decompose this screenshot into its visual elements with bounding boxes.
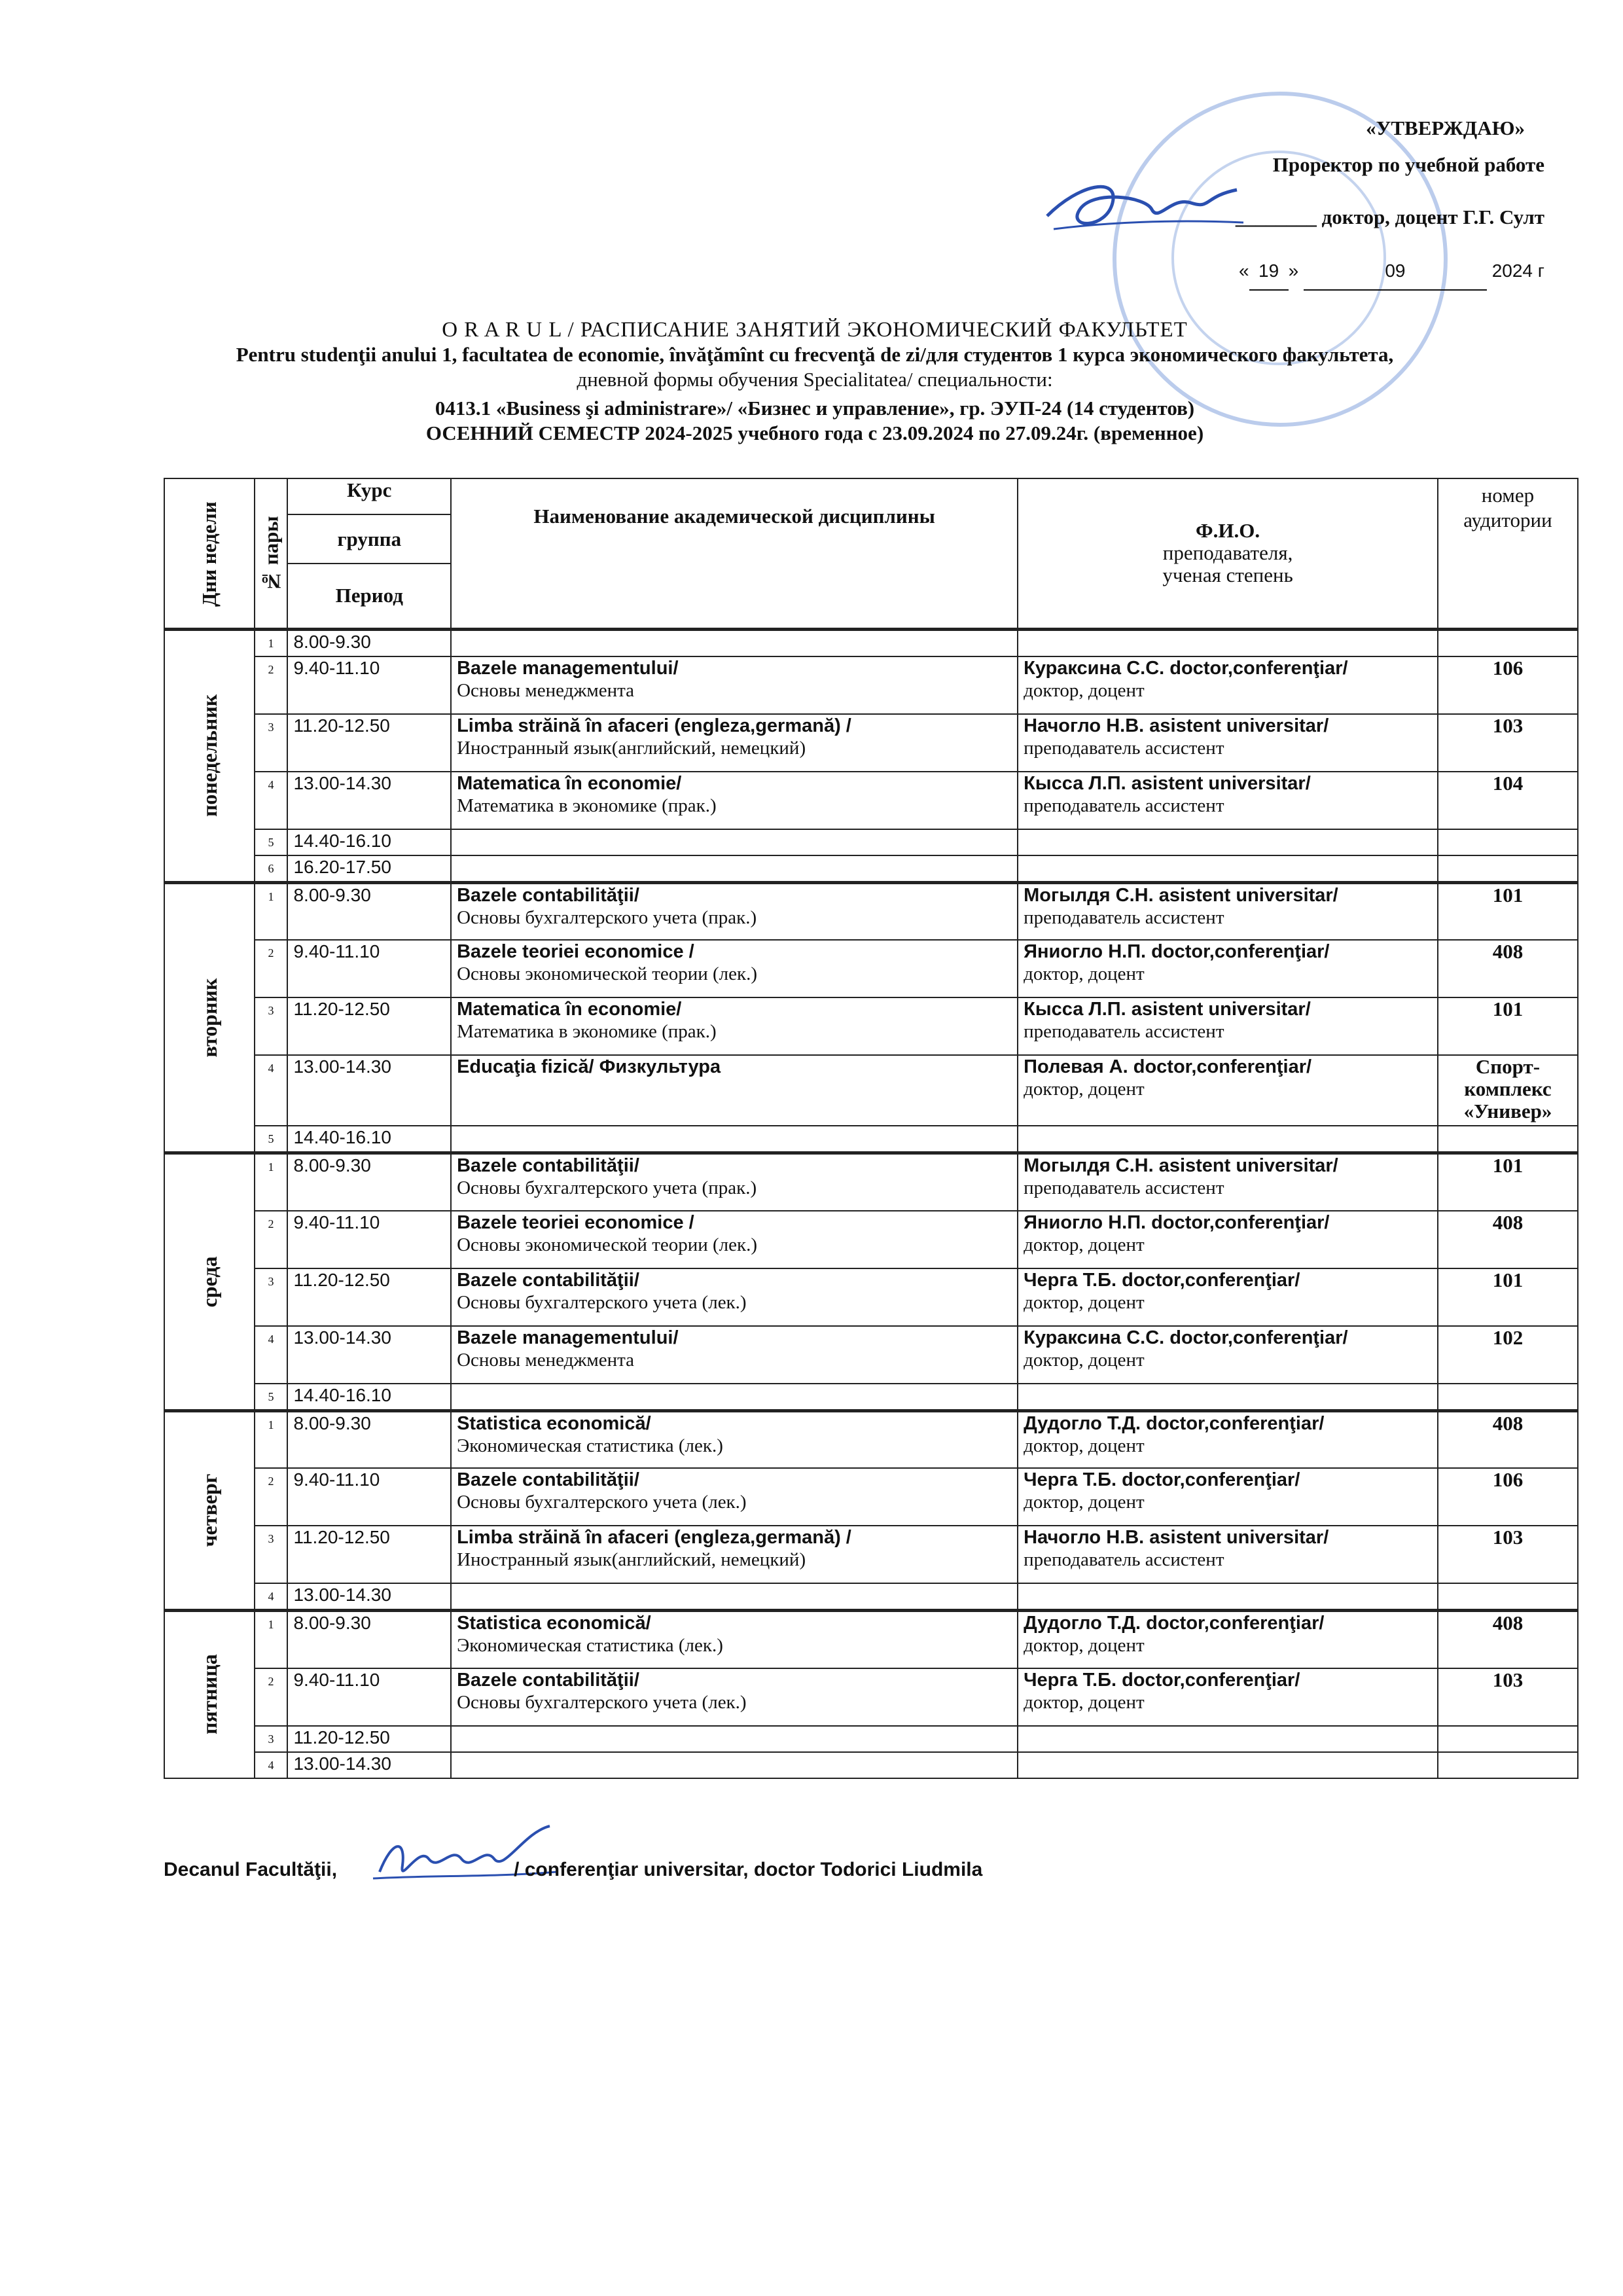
pair-number: 1 [255,882,288,940]
discipline-ru: Основы бухгалтерского учета (лек.) [457,1291,747,1313]
discipline-cell [451,882,1018,940]
discipline-cell [451,1410,1018,1468]
pair-number: 4 [255,1326,288,1384]
col-head-pair: № пары [255,478,288,629]
footer [164,1859,982,1881]
col-head-course: Курс [287,478,451,514]
teacher-cell [1018,1326,1438,1384]
room-number: 408 [1438,1211,1578,1268]
discipline-ro: Statistica economică/ [457,1613,651,1634]
pair-number: 5 [255,1126,288,1153]
discipline-ru: Экономическая статистика (лек.) [457,1435,723,1456]
pair-time: 8.00-9.30 [287,1611,451,1668]
teacher-cell [1018,940,1438,997]
teacher-name: Кысса Л.П. asistent universitar/ [1024,772,1311,794]
pair-time: 13.00-14.30 [287,1326,451,1384]
pair-time: 9.40-11.10 [287,1211,451,1268]
discipline-ru: Математика в экономике (прак.) [457,795,717,816]
pair-number: 2 [255,656,288,714]
discipline-ro: Statistica economică/ [457,1412,651,1434]
discipline-ro: Matematica în economie/ [457,772,682,794]
table-row [164,1668,1578,1726]
teacher-cell [1018,1211,1438,1268]
header-specialty: 0413.1 «Business şi administrare»/ «Бизнес и управление», гр. ЭУП-24 (14 студентов) [435,397,1195,420]
teacher-cell [1018,1384,1438,1411]
discipline-cell [451,1326,1018,1384]
day-name: четверг [164,1410,255,1611]
discipline-ru: Основы бухгалтерского учета (прак.) [457,906,757,928]
room-number: 103 [1438,1668,1578,1726]
room-number: 106 [1438,656,1578,714]
approval-title: «УТВЕРЖДАЮ» [1366,117,1525,139]
col-head-teacher-3: ученая степень [1162,564,1293,587]
discipline-cell [451,772,1018,829]
teacher-cell [1018,829,1438,855]
room-number: 103 [1438,714,1578,772]
header-line-3: дневной формы обучения Specialitatea/ специальности: [577,368,1053,391]
pair-number: 4 [255,772,288,829]
teacher-degree: преподаватель ассистент [1024,737,1224,759]
discipline-cell [451,1611,1018,1668]
discipline-cell [451,1268,1018,1326]
header-semester: ОСЕННИЙ СЕМЕСТР 2024-2025 учебного года с 23.09.2024 по 27.09.24г. (временное) [425,422,1204,444]
pair-number: 2 [255,1468,288,1526]
teacher-degree: доктор, доцент [1024,1079,1145,1100]
room-number [1438,1726,1578,1752]
pair-number: 3 [255,714,288,772]
col-head-room: номер аудитории [1438,478,1578,629]
discipline-cell [451,1211,1018,1268]
table-row [164,1326,1578,1384]
pair-number: 5 [255,1384,288,1411]
room-number: 101 [1438,882,1578,940]
table-row [164,1611,1578,1668]
table-row [164,1468,1578,1526]
room-number: 101 [1438,1268,1578,1326]
document-header [151,317,1479,446]
pair-number: 4 [255,1055,288,1126]
discipline-cell [451,1153,1018,1211]
pair-number: 2 [255,940,288,997]
teacher-cell [1018,1126,1438,1153]
teacher-cell [1018,656,1438,714]
teacher-cell [1018,882,1438,940]
table-row [164,1526,1578,1583]
teacher-cell [1018,1726,1438,1752]
teacher-degree: доктор, доцент [1024,1492,1145,1513]
teacher-degree: доктор, доцент [1024,1435,1145,1456]
discipline-ro: Bazele teoriei economice / [457,1211,694,1233]
pair-time: 11.20-12.50 [287,997,451,1055]
teacher-cell [1018,1752,1438,1778]
room-number: Спорт-комплекс «Универ» [1438,1055,1578,1126]
table-row [164,1726,1578,1752]
teacher-name: Дудогло Т.Д. doctor,conferenţiar/ [1024,1613,1325,1634]
teacher-degree: доктор, доцент [1024,1291,1145,1313]
teacher-name: Черга Т.Б. doctor,conferenţiar/ [1024,1269,1300,1291]
table-row [164,829,1578,855]
discipline-ro: Educaţia fizică/ Физкультура [457,1056,721,1077]
pair-time: 8.00-9.30 [287,1410,451,1468]
discipline-cell [451,1752,1018,1778]
table-row [164,656,1578,714]
teacher-degree: преподаватель ассистент [1024,1021,1224,1042]
col-head-period: Период [287,564,451,629]
discipline-ro: Bazele contabilităţii/ [457,1155,639,1176]
day-name: пятница [164,1611,255,1778]
discipline-ru: Основы бухгалтерского учета (лек.) [457,1492,747,1513]
pair-number: 1 [255,1153,288,1211]
teacher-name: Черга Т.Б. doctor,conferenţiar/ [1024,1469,1300,1490]
approval-date: « 19 » 09 2024 г [1021,253,1544,291]
table-row [164,1211,1578,1268]
table-row [164,855,1578,883]
discipline-cell [451,656,1018,714]
room-number: 104 [1438,772,1578,829]
table-row [164,1055,1578,1126]
room-number: 408 [1438,1410,1578,1468]
discipline-cell [451,1126,1018,1153]
teacher-cell [1018,1668,1438,1726]
room-number [1438,829,1578,855]
pair-time: 9.40-11.10 [287,656,451,714]
discipline-ro: Bazele teoriei economice / [457,941,694,962]
table-row [164,1153,1578,1211]
discipline-cell [451,997,1018,1055]
table-row [164,1268,1578,1326]
discipline-ro: Bazele contabilităţii/ [457,884,639,906]
teacher-degree: доктор, доцент [1024,1635,1145,1656]
teacher-cell [1018,1153,1438,1211]
approval-date-month: 09 [1304,253,1487,291]
teacher-degree: доктор, доцент [1024,1349,1145,1371]
teacher-cell [1018,1468,1438,1526]
room-number [1438,1384,1578,1411]
teacher-degree: преподаватель ассистент [1024,906,1224,928]
teacher-degree: преподаватель ассистент [1024,795,1224,816]
col-head-teacher-2: преподавателя, [1162,541,1293,565]
pair-time: 13.00-14.30 [287,772,451,829]
approval-name: ________ доктор, доцент Г.Г. Султ [1235,206,1544,228]
teacher-degree: преподаватель ассистент [1024,1549,1224,1570]
pair-time: 8.00-9.30 [287,882,451,940]
discipline-cell [451,714,1018,772]
pair-time: 8.00-9.30 [287,629,451,656]
pair-number: 3 [255,1726,288,1752]
pair-number: 6 [255,855,288,883]
discipline-ro: Limba străină în afaceri (engleza,germană) / [457,715,851,736]
room-number: 101 [1438,997,1578,1055]
teacher-degree: доктор, доцент [1024,1691,1145,1713]
pair-time: 14.40-16.10 [287,1384,451,1411]
table-row [164,1126,1578,1153]
teacher-cell [1018,772,1438,829]
day-name: среда [164,1153,255,1411]
teacher-name: Начогло Н.В. asistent universitar/ [1024,1527,1329,1548]
teacher-cell [1018,855,1438,883]
teacher-cell [1018,1055,1438,1126]
pair-number: 4 [255,1583,288,1611]
header-line-2: Pentru studenţii anului 1, facultatea de economie, învăţămînt cu frecvenţă de zi/для студентов 1 курса экономического факультета, [236,343,1394,366]
discipline-ru: Основы экономической теории (лек.) [457,1234,758,1255]
day-name: вторник [164,882,255,1153]
pair-number: 1 [255,629,288,656]
discipline-cell [451,829,1018,855]
table-row [164,940,1578,997]
discipline-ro: Matematica în economie/ [457,999,682,1020]
pair-time: 14.40-16.10 [287,829,451,855]
discipline-cell [451,855,1018,883]
teacher-cell [1018,1526,1438,1583]
col-head-days: Дни недели [164,478,255,629]
room-number: 102 [1438,1326,1578,1384]
teacher-degree: доктор, доцент [1024,1234,1145,1255]
table-row [164,997,1578,1055]
room-number: 408 [1438,1611,1578,1668]
teacher-name: Могылдя С.Н. asistent universitar/ [1024,884,1338,906]
table-row [164,882,1578,940]
pair-number: 1 [255,1410,288,1468]
teacher-cell [1018,997,1438,1055]
day-name: понедельник [164,629,255,882]
pair-time: 13.00-14.30 [287,1055,451,1126]
discipline-ro: Limba străină în afaceri (engleza,germană) / [457,1527,851,1548]
pair-time: 13.00-14.30 [287,1583,451,1611]
discipline-ru: Основы менеджмента [457,679,635,701]
teacher-cell [1018,1583,1438,1611]
teacher-cell [1018,1410,1438,1468]
pair-number: 5 [255,829,288,855]
col-head-group: группа [287,514,451,564]
table-row [164,629,1578,656]
discipline-ru: Основы бухгалтерского учета (прак.) [457,1177,757,1198]
approval-position: Проректор по учебной работе [1272,153,1544,176]
discipline-ru: Экономическая статистика (лек.) [457,1635,723,1656]
discipline-ru: Иностранный язык(английский, немецкий) [457,737,806,759]
pair-time: 8.00-9.30 [287,1153,451,1211]
room-number: 103 [1438,1526,1578,1583]
room-number [1438,855,1578,883]
room-number [1438,1752,1578,1778]
discipline-ro: Bazele managementului/ [457,657,679,679]
pair-time: 9.40-11.10 [287,1668,451,1726]
table-row [164,1583,1578,1611]
discipline-cell [451,1726,1018,1752]
teacher-cell [1018,1611,1438,1668]
teacher-degree: доктор, доцент [1024,679,1145,701]
table-row [164,1752,1578,1778]
discipline-ro: Bazele contabilităţii/ [457,1269,639,1291]
teacher-name: Полевая А. doctor,conferenţiar/ [1024,1056,1312,1077]
teacher-degree: преподаватель ассистент [1024,1177,1224,1198]
schedule-body [164,629,1578,1778]
discipline-cell [451,1583,1018,1611]
teacher-name: Дудогло Т.Д. doctor,conferenţiar/ [1024,1412,1325,1434]
pair-time: 11.20-12.50 [287,1726,451,1752]
pair-time: 11.20-12.50 [287,1526,451,1583]
teacher-degree: доктор, доцент [1024,963,1145,984]
pair-number: 3 [255,997,288,1055]
room-number [1438,629,1578,656]
document-title: O R A R U L / РАСПИСАНИЕ ЗАНЯТИЙ ЭКОНОМИЧЕСКИЙ ФАКУЛЬТЕТ [442,318,1188,342]
table-row [164,1410,1578,1468]
discipline-ro: Bazele contabilităţii/ [457,1669,639,1691]
discipline-cell [451,1055,1018,1126]
discipline-ru: Иностранный язык(английский, немецкий) [457,1549,806,1570]
footer-dean-label: Decanul Facultăţii, [164,1859,338,1880]
teacher-cell [1018,714,1438,772]
pair-time: 9.40-11.10 [287,1468,451,1526]
table-row [164,714,1578,772]
discipline-ro: Bazele managementului/ [457,1327,679,1348]
approval-date-day: 19 [1249,253,1289,291]
pair-number: 2 [255,1211,288,1268]
discipline-cell [451,1668,1018,1726]
pair-number: 2 [255,1668,288,1726]
discipline-ru: Основы менеджмента [457,1349,635,1371]
room-number [1438,1583,1578,1611]
pair-number: 1 [255,1611,288,1668]
room-number: 408 [1438,940,1578,997]
schedule-table [164,478,1578,1779]
teacher-name: Кураксина С.С. doctor,conferenţiar/ [1024,657,1348,679]
discipline-cell [451,940,1018,997]
approval-block [1021,110,1544,291]
pair-time: 16.20-17.50 [287,855,451,883]
discipline-ro: Bazele contabilităţii/ [457,1469,639,1490]
teacher-name: Кураксина С.С. doctor,conferenţiar/ [1024,1327,1348,1348]
pair-time: 13.00-14.30 [287,1752,451,1778]
teacher-name: Яниогло Н.П. doctor,conferenţiar/ [1024,1211,1330,1233]
discipline-cell [451,629,1018,656]
pair-number: 4 [255,1752,288,1778]
approval-date-year: 2024 г [1491,260,1544,281]
teacher-name: Могылдя С.Н. asistent universitar/ [1024,1155,1338,1176]
discipline-ru: Основы экономической теории (лек.) [457,963,758,984]
teacher-name: Яниогло Н.П. doctor,conferenţiar/ [1024,941,1330,962]
discipline-cell [451,1384,1018,1411]
pair-time: 14.40-16.10 [287,1126,451,1153]
footer-dean-name: / conferenţiar universitar, doctor Todorici Liudmila [514,1859,983,1880]
table-row [164,1384,1578,1411]
col-head-teacher [1018,478,1438,629]
discipline-ru: Математика в экономике (прак.) [457,1021,717,1042]
discipline-cell [451,1526,1018,1583]
pair-time: 11.20-12.50 [287,1268,451,1326]
pair-number: 3 [255,1526,288,1583]
col-head-teacher-1: Ф.И.О. [1196,519,1260,543]
teacher-cell [1018,1268,1438,1326]
teacher-name: Кысса Л.П. asistent universitar/ [1024,999,1311,1020]
table-row [164,772,1578,829]
room-number [1438,1126,1578,1153]
pair-time: 9.40-11.10 [287,940,451,997]
room-number: 101 [1438,1153,1578,1211]
discipline-ru: Основы бухгалтерского учета (лек.) [457,1691,747,1713]
teacher-name: Начогло Н.В. asistent universitar/ [1024,715,1329,736]
pair-number: 3 [255,1268,288,1326]
teacher-name: Черга Т.Б. doctor,conferenţiar/ [1024,1669,1300,1691]
col-head-discipline: Наименование академической дисциплины [451,478,1018,629]
room-number: 106 [1438,1468,1578,1526]
teacher-cell [1018,629,1438,656]
discipline-cell [451,1468,1018,1526]
pair-time: 11.20-12.50 [287,714,451,772]
